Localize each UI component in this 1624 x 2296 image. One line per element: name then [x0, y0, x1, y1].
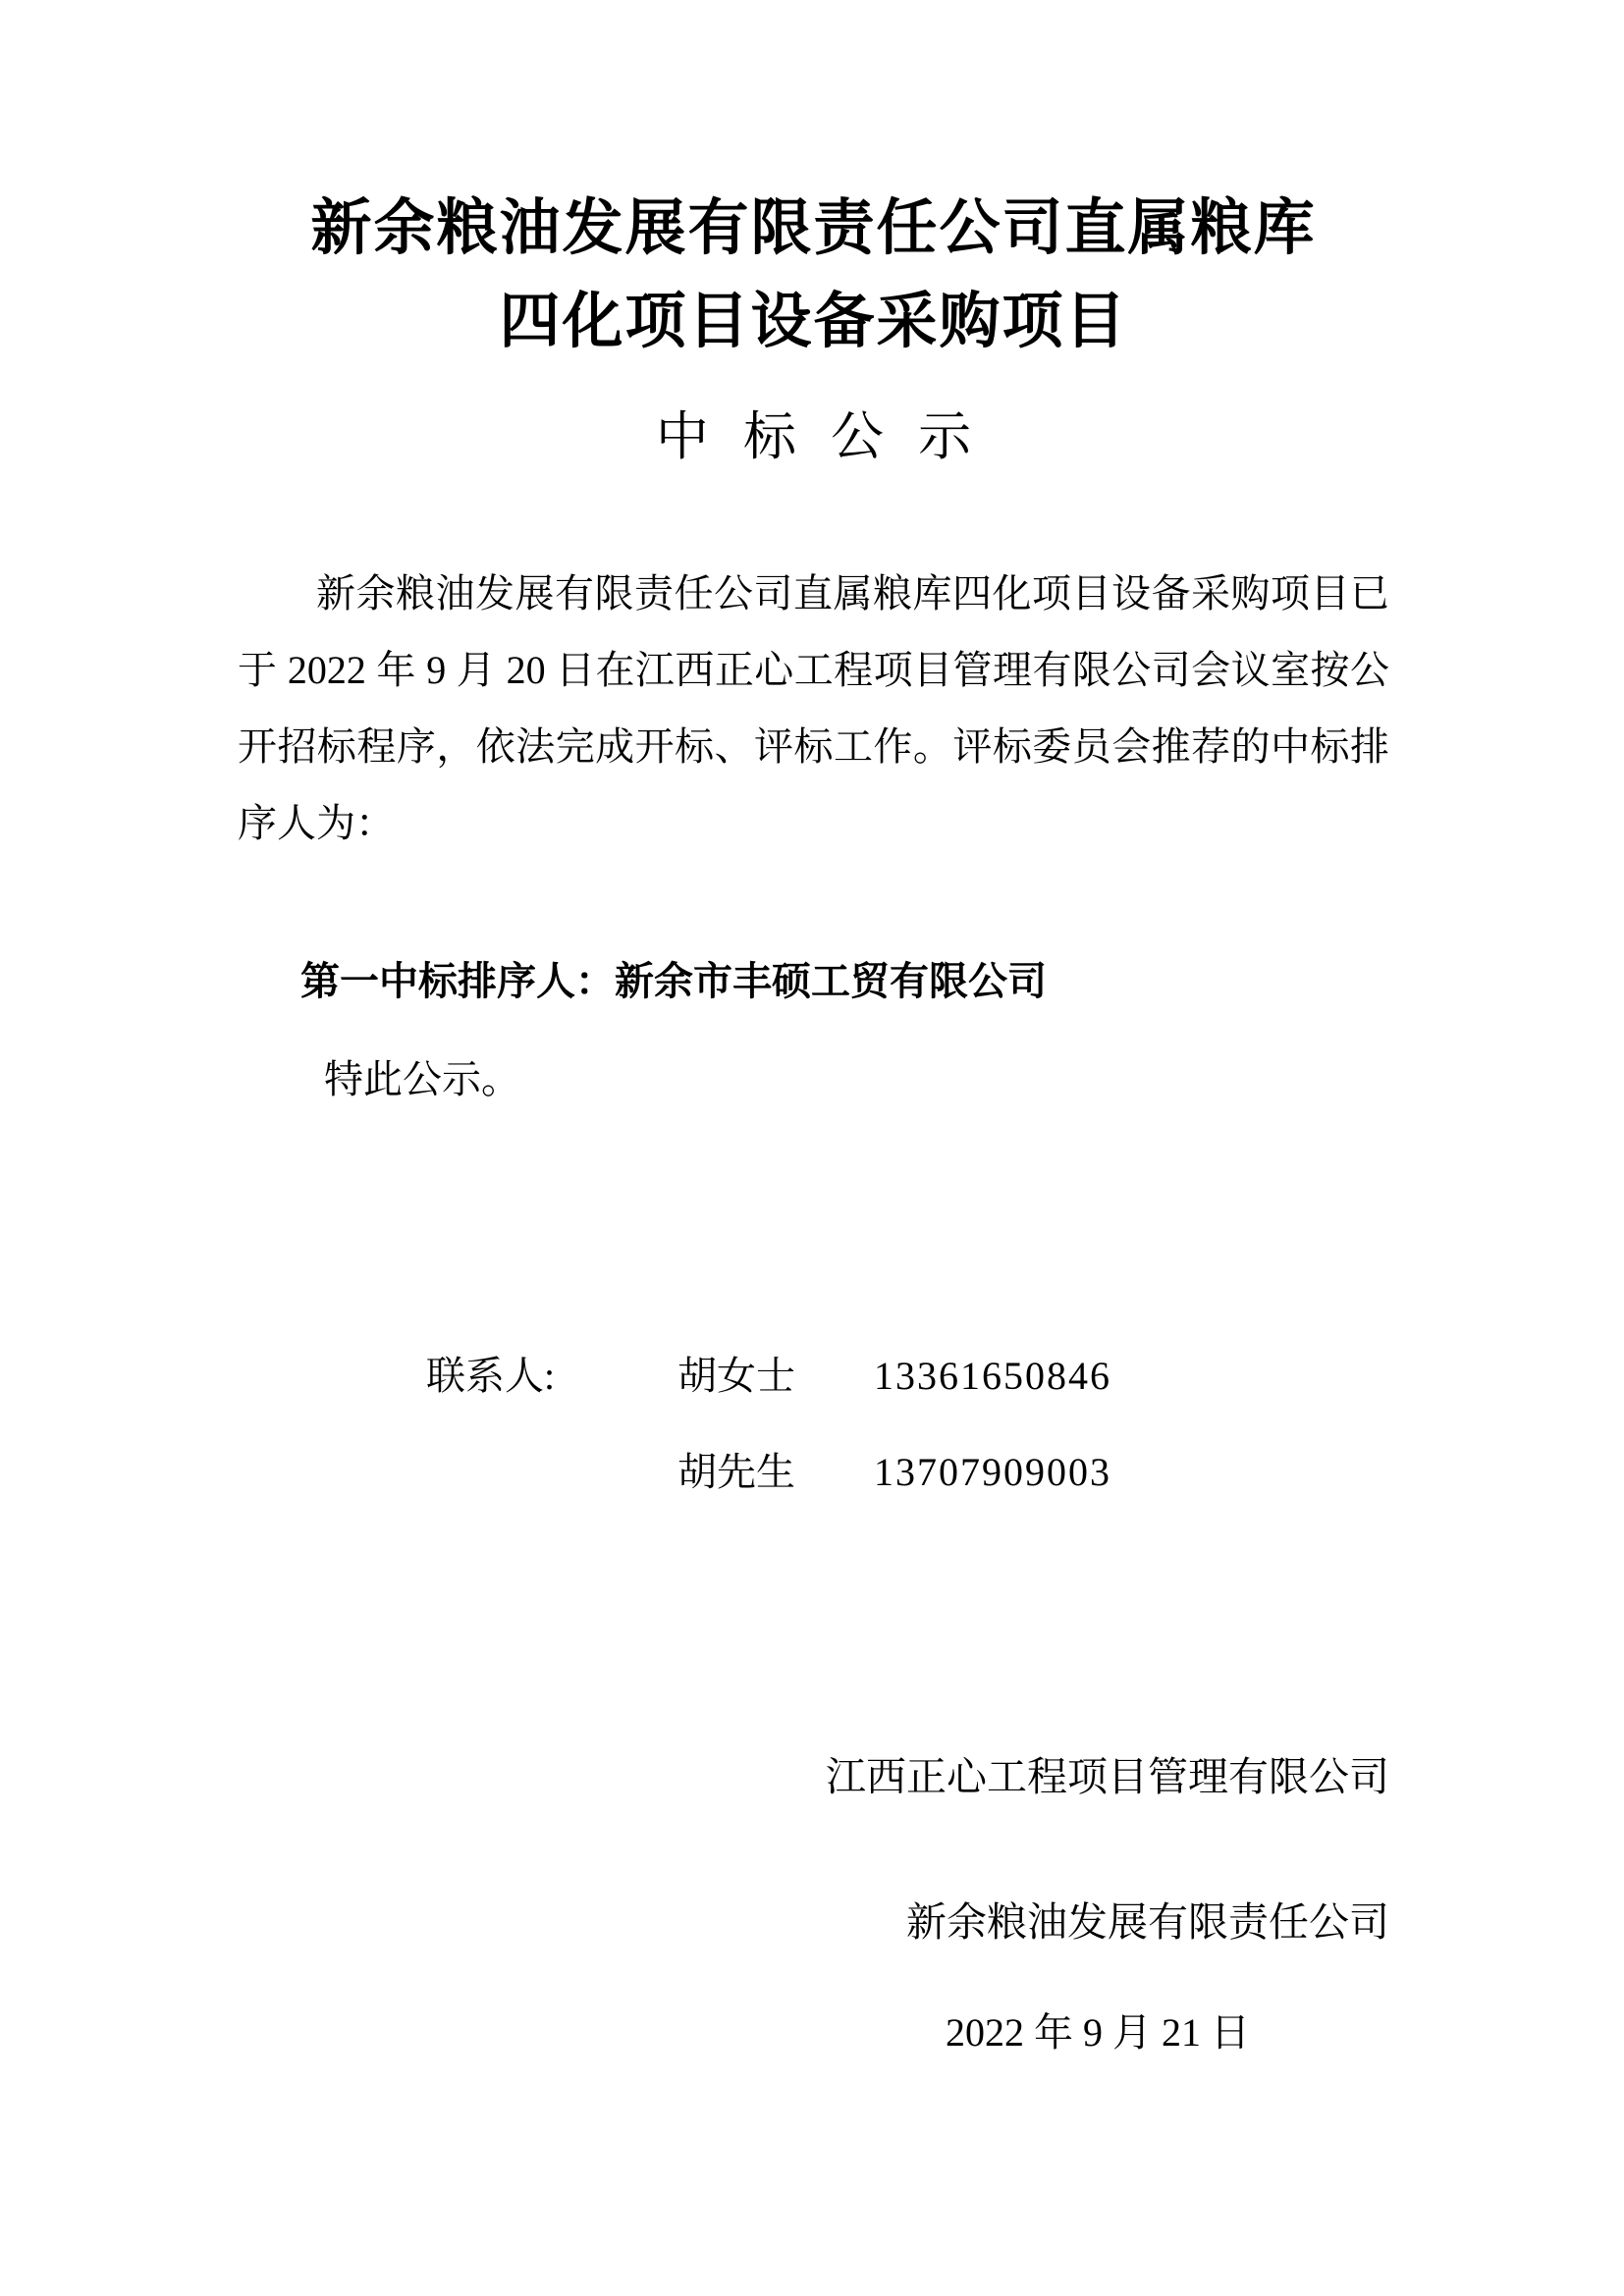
- contact-row: [426, 1338, 1389, 1415]
- contact-label-empty: [426, 1434, 677, 1511]
- signature-owner: 新余粮油发展有限责任公司: [906, 1899, 1389, 1945]
- document-title-line1: 新余粮油发展有限责任公司直属粮库: [310, 194, 1317, 262]
- signature-agency: 江西正心工程项目管理有限公司: [826, 1754, 1389, 1799]
- winner-line: 第一中标排序人：新余市丰硕工贸有限公司: [300, 960, 1047, 1003]
- document-title: [238, 182, 1389, 368]
- contact-name: 胡先生: [677, 1450, 795, 1494]
- announcement-heading: 中 标 公 示: [655, 407, 982, 466]
- contact-label: 联系人:: [426, 1354, 556, 1398]
- body-paragraph: 新余粮油发展有限责任公司直属粮库四化项目设备采购项目已于 2022 年 9 月 20 日在江西正心工程项目管理有限公司会议室按公开招标程序，依法完成开标、评标工作。评标委员会推荐的中标排序人为：: [238, 571, 1389, 845]
- contact-phone: 13707909003: [874, 1450, 1111, 1494]
- contact-block: [238, 1338, 1389, 1511]
- contact-phone: 13361650846: [874, 1354, 1111, 1398]
- contact-name: 胡女士: [677, 1354, 795, 1398]
- contact-row: [426, 1434, 1389, 1511]
- signature-date: 2022 年 9 月 21 日: [946, 2010, 1250, 2055]
- document-title-line2: 四化项目设备采购项目: [499, 288, 1128, 355]
- notice-line: 特此公示。: [324, 1057, 520, 1101]
